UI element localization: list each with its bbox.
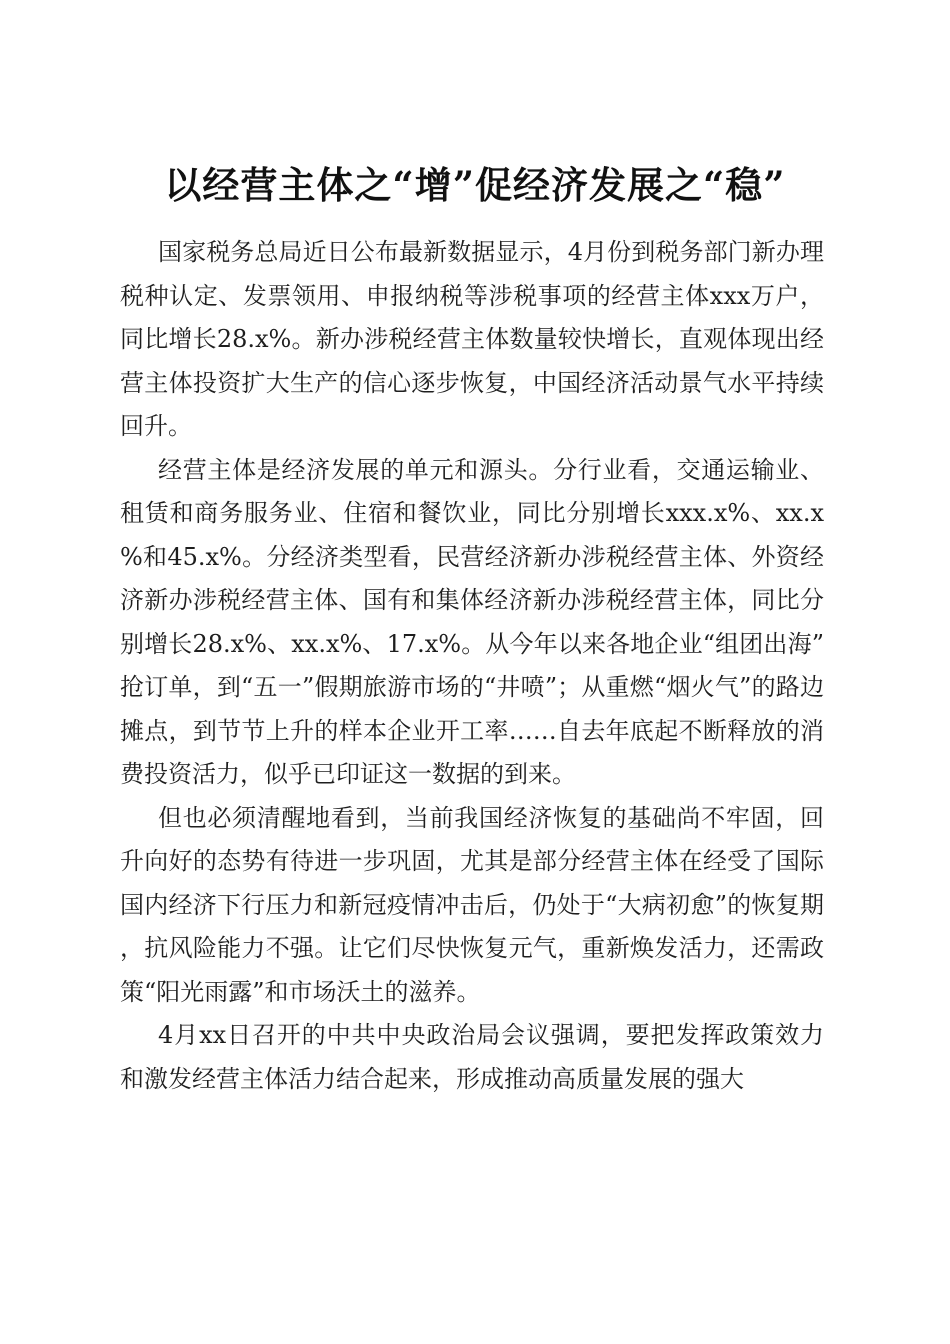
paragraph-recovery-risk: 但也必须清醒地看到，当前我国经济恢复的基础尚不牢固，回升向好的态势有待进一步巩固，尤其是部分经营主体在经受了国际国内经济下行压力和新冠疫情冲击后，仍处于“大病初愈”的恢复期，抗风险能力不强。让它们尽快恢复元气，重新焕发活力，还需政策“阳光雨露”和市场沃土的滋养。	[120, 803, 824, 1006]
paragraph-tax-data: 国家税务总局近日公布最新数据显示，4月份到税务部门新办理税种认定、发票领用、申报纳税等涉税事项的经营主体xxx万户，同比增长28.x%。新办涉税经营主体数量较快增长，直观体现出经营主体投资扩大生产的信心逐步恢复，中国经济活动景气水平持续回升。	[120, 238, 824, 440]
paragraph-politburo-meeting: 4月xx日召开的中共中央政治局会议强调，要把发挥政策效力和激发经营主体活力结合起来，形成推动高质量发展的强大	[120, 1021, 824, 1093]
document-body	[120, 231, 824, 1101]
paragraph-industry-growth: 经营主体是经济发展的单元和源头。分行业看，交通运输业、租赁和商务服务业、住宿和餐饮业，同比分别增长xxx.x%、xx.x%和45.x%。分经济类型看，民营经济新办涉税经营主体、外资经济新办涉税经营主体、国有和集体经济新办涉税经营主体，同比分别增长28.x%、xx.x%、17.x%。从今年以来各地企业“组团出海”抢订单，到“五一”假期旅游市场的“井喷”；从重燃“烟火气”的路边摊点，到节节上升的样本企业开工率……自去年底起不断释放的消费投资活力，似乎已印证这一数据的到来。	[120, 455, 824, 788]
document-title: 以经营主体之“增”促经济发展之“稳”	[164, 162, 786, 207]
